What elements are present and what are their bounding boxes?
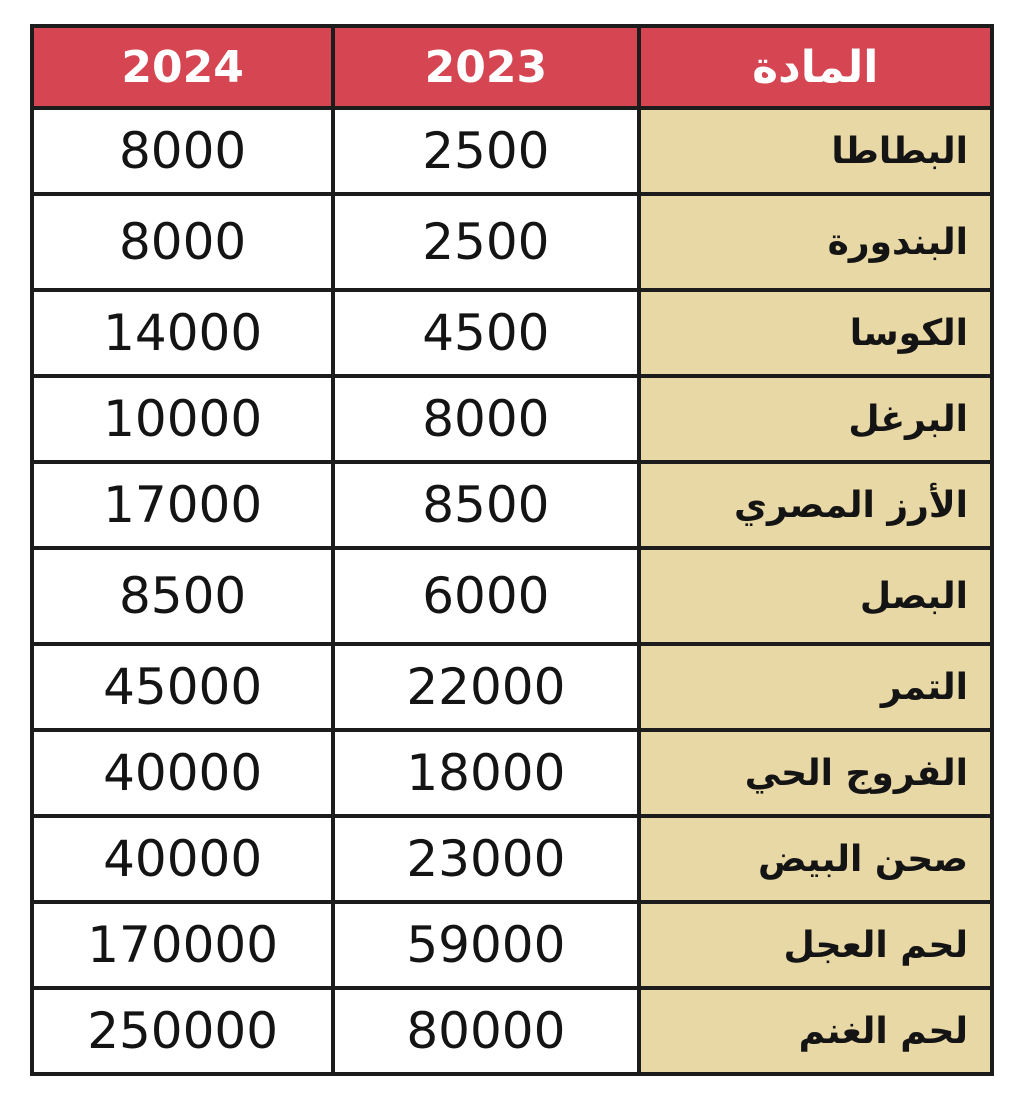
price-2024: 17000 (32, 462, 333, 548)
price-2024: 8000 (32, 194, 333, 290)
price-2024: 14000 (32, 290, 333, 376)
price-2023: 8500 (333, 462, 638, 548)
table-row (32, 376, 992, 462)
table-row (32, 644, 992, 730)
table-row (32, 902, 992, 988)
item-name: صحن البيض (639, 816, 992, 902)
price-2023: 2500 (333, 108, 638, 194)
price-2024: 8000 (32, 108, 333, 194)
header-2023: 2023 (333, 26, 638, 108)
item-name: البرغل (639, 376, 992, 462)
price-2023: 4500 (333, 290, 638, 376)
table-row (32, 290, 992, 376)
price-2023: 2500 (333, 194, 638, 290)
item-name: لحم الغنم (639, 988, 992, 1074)
table-row (32, 194, 992, 290)
price-2023: 80000 (333, 988, 638, 1074)
table-row (32, 730, 992, 816)
item-name: البندورة (639, 194, 992, 290)
item-name: الفروج الحي (639, 730, 992, 816)
price-2024: 8500 (32, 548, 333, 644)
price-2024: 40000 (32, 816, 333, 902)
price-2023: 22000 (333, 644, 638, 730)
price-2024: 40000 (32, 730, 333, 816)
price-2024: 170000 (32, 902, 333, 988)
price-2024: 10000 (32, 376, 333, 462)
price-2024: 45000 (32, 644, 333, 730)
item-name: الأرز المصري (639, 462, 992, 548)
price-2023: 6000 (333, 548, 638, 644)
item-name: الكوسا (639, 290, 992, 376)
header-row (32, 26, 992, 108)
item-name: التمر (639, 644, 992, 730)
item-name: البصل (639, 548, 992, 644)
price-table (30, 24, 994, 1076)
table-row (32, 816, 992, 902)
price-2023: 8000 (333, 376, 638, 462)
table-row (32, 988, 992, 1074)
price-2023: 23000 (333, 816, 638, 902)
table-row (32, 548, 992, 644)
item-name: لحم العجل (639, 902, 992, 988)
header-2024: 2024 (32, 26, 333, 108)
table-row (32, 462, 992, 548)
price-2024: 250000 (32, 988, 333, 1074)
header-item: المادة (639, 26, 992, 108)
item-name: البطاطا (639, 108, 992, 194)
price-2023: 59000 (333, 902, 638, 988)
table-row (32, 108, 992, 194)
price-2023: 18000 (333, 730, 638, 816)
